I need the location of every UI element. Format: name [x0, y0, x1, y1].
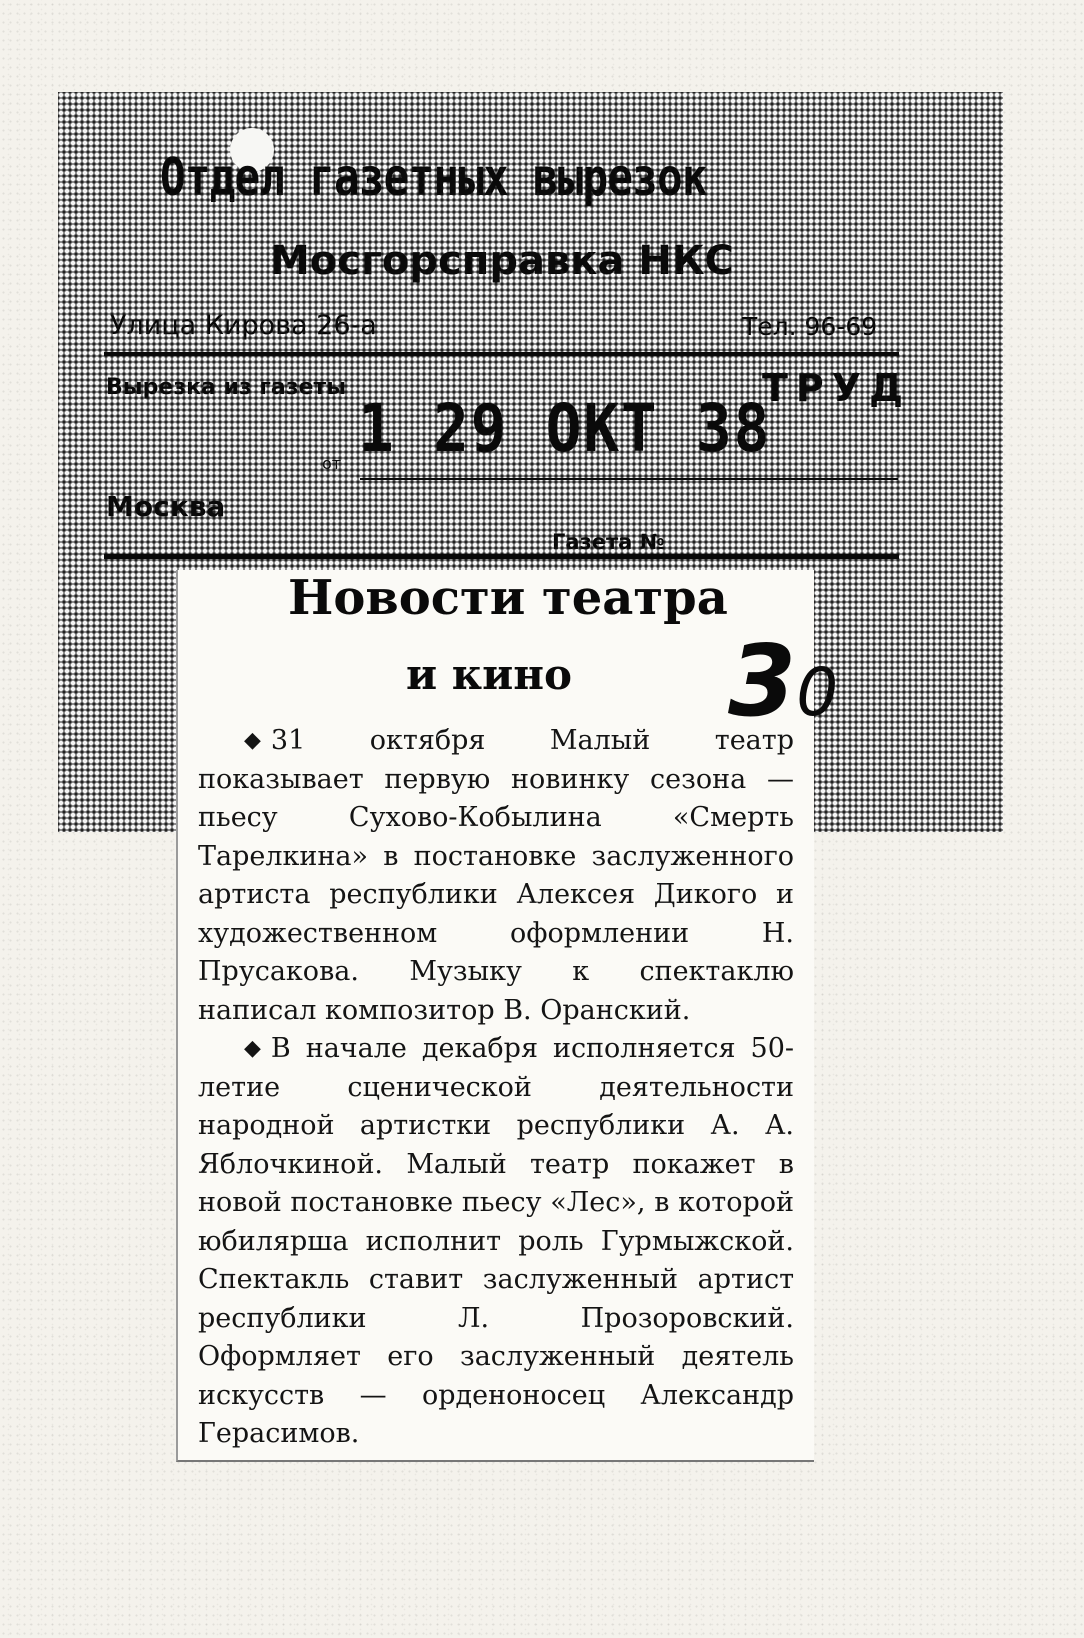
handwritten-number: 30 — [728, 625, 839, 739]
article-headline: Новости театра — [288, 570, 728, 626]
divider — [360, 478, 898, 480]
card-title: Отдел газетных вырезок — [160, 148, 707, 208]
divider — [104, 554, 899, 559]
article-paragraph: ◆ 31 октября Малый театр показывает первую новинку сезона — пьесу Сухово-Кобылина «Смерть Тарелкина» в постановке заслуженного артиста республики Алексея Дикого и художественном оформлении Н. Прусакова. Музыку к спектаклю написал композитор В. Оранский. — [198, 722, 794, 1030]
newspaper-name: ТРУД — [762, 366, 911, 410]
card-phone: Тел. 96-69 — [742, 312, 878, 341]
issue-label: Газета № — [552, 530, 665, 554]
clipping-from-label: Вырезка из газеты — [106, 375, 347, 400]
divider — [104, 352, 899, 356]
article-paragraph: ◆ В начале декабря исполняется 50-летие сценической деятельности народной артистки республики А. А. Яблочкиной. Малый театр покажет в новой постановке пьесу «Лес», в которой юбилярша исполнит роль Гурмыжской. Спектакль ставит заслуженный артист республики Л. Прозоровский. Оформляет его заслуженный деятель искусств — орденоносец Александр Герасимов. — [198, 1030, 794, 1454]
stamp-from: от — [322, 454, 342, 473]
article-body — [198, 722, 794, 1454]
date-stamp: 1 29 ОКТ 38 — [358, 390, 772, 467]
card-address: Улица Кирова 26-а — [110, 310, 377, 341]
diamond-bullet-icon: ◆ — [244, 1036, 261, 1061]
city-label: Москва — [106, 490, 226, 523]
article-headline-2: и кино — [406, 650, 573, 699]
card-subtitle: Мосгорсправка НКС — [270, 238, 734, 284]
diamond-bullet-icon: ◆ — [244, 728, 261, 753]
